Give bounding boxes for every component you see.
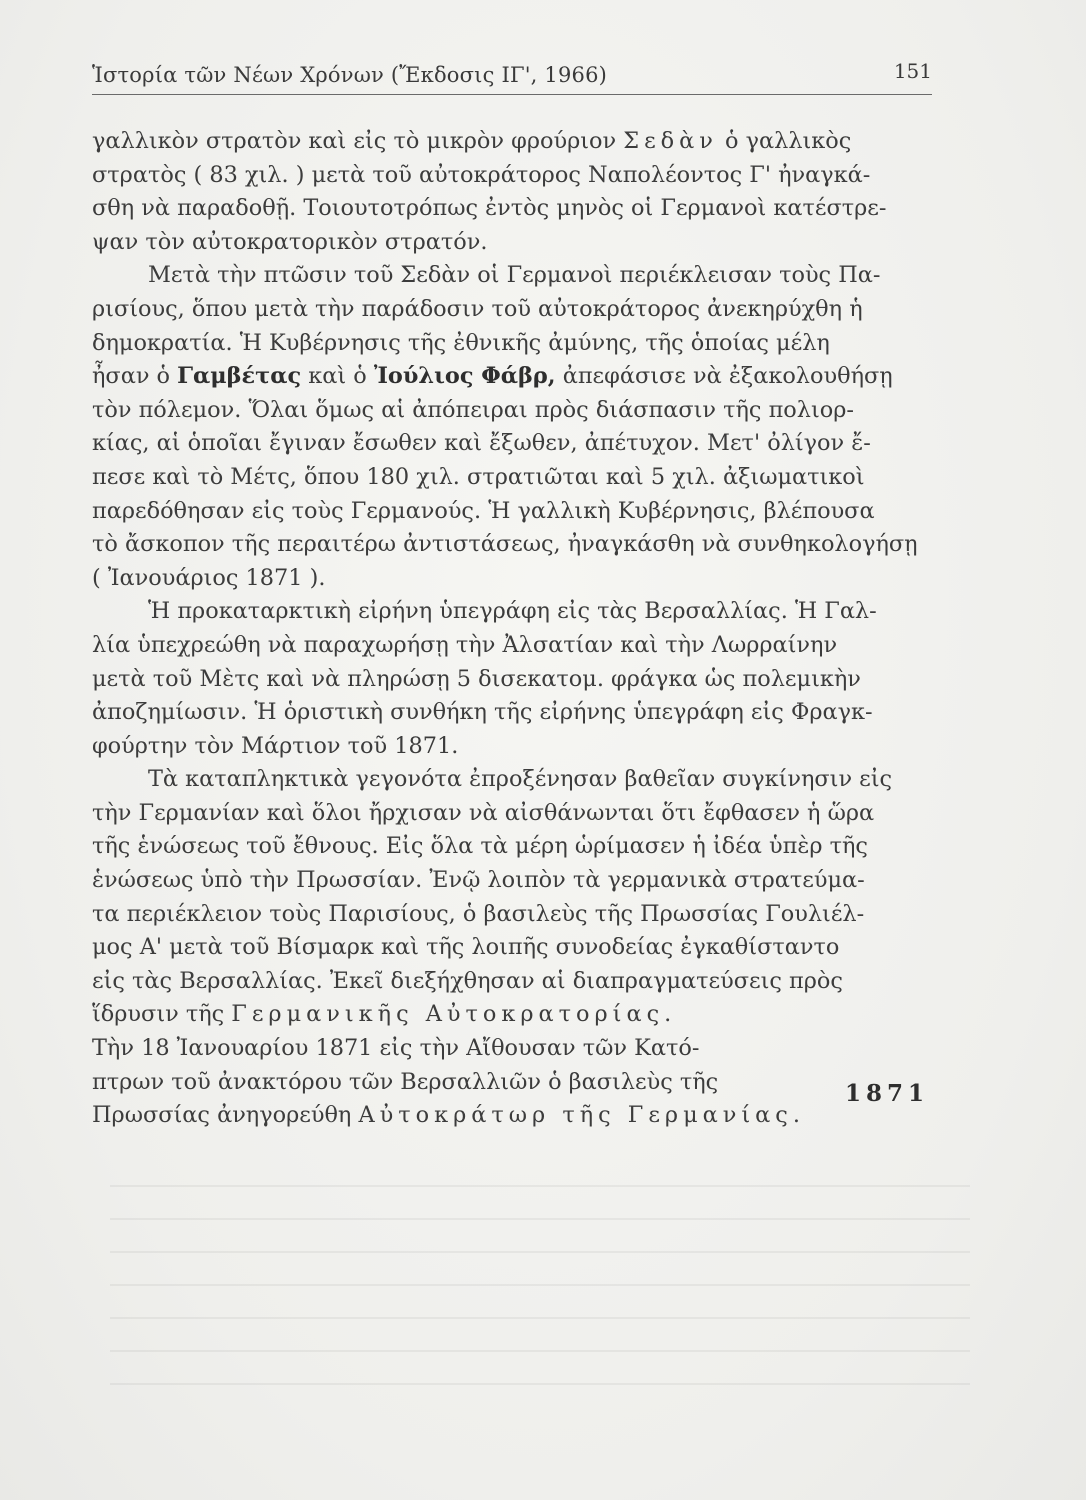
text-line: ἵδρυσιν τῆς Γερμανικῆς Αὐτοκρατορίας. xyxy=(92,1001,677,1028)
text-line: τα περιέκλειον τοὺς Παρισίους, ὁ βασιλεὺς τῆς Πρωσσίας Γουλιέλ- xyxy=(92,900,865,927)
text-line: ρισίους, ὅπου μετὰ τὴν παράδοσιν τοῦ αὐτοκράτορος ἀνεκηρύχθη ἡ xyxy=(92,295,863,322)
text-line: γαλλικὸν στρατὸν καὶ εἰς τὸ μικρὸν φρούριον Σεδὰν ὁ γαλλικὸς xyxy=(92,128,852,154)
name-favre: Ἰούλιος Φάβρ, xyxy=(373,363,556,390)
text-line: πτρων τοῦ ἀνακτόρου τῶν Βερσαλλιῶν ὁ βασιλεὺς τῆς xyxy=(92,1068,719,1095)
text-line: δημοκρατία. Ἡ Κυβέρνησις τῆς ἐθνικῆς ἀμύνης, τῆς ὁποίας μέλη xyxy=(92,329,830,356)
text-line: ψαν τὸν αὐτοκρατορικὸν στρατόν. xyxy=(92,228,488,255)
text-line: σθη νὰ παραδοθῇ. Τοιουτοτρόπως ἐντὸς μηνὸς οἱ Γερμανοὶ κατέστρε- xyxy=(92,195,887,222)
text-line: εἰς τὰς Βερσαλλίας. Ἐκεῖ διεξήχθησαν αἱ διαπραγματεύσεις πρὸς xyxy=(92,967,843,994)
bleed-through-shadow xyxy=(110,1185,970,1445)
text-line: ( Ἰανουάριος 1871 ). xyxy=(92,564,326,591)
text-line: τὸν πόλεμον. Ὅλαι ὅμως αἱ ἀπόπειραι πρὸς διάσπασιν τῆς πολιορ- xyxy=(92,396,854,423)
text-line: πεσε καὶ τὸ Μέτς, ὅπου 180 χιλ. στρατιῶται καὶ 5 χιλ. ἀξιωματικοὶ xyxy=(92,463,865,490)
text-line: ἀποζημίωσιν. Ἡ ὁριστικὴ συνθήκη τῆς εἰρήνης ὑπεγράφη εἰς Φραγκ- xyxy=(92,699,873,726)
body-text xyxy=(92,125,952,1133)
margin-year: 1871 xyxy=(845,1080,930,1107)
paragraph-start: Μετὰ τὴν πτῶσιν τοῦ Σεδὰν οἱ Γερμανοὶ περιέκλεισαν τοὺς Πα- xyxy=(148,262,881,289)
name-gambetta: Γαμβέτας xyxy=(177,363,302,390)
spaced-phrase: Αὐτοκράτωρ τῆς Γερμανίας. xyxy=(358,1102,805,1129)
text-line: τῆς ἑνώσεως τοῦ ἔθνους. Εἰς ὅλα τὰ μέρη ὡρίμασεν ἡ ἰδέα ὑπὲρ τῆς xyxy=(92,833,868,860)
book-title: Ἱστορία τῶν Νέων Χρόνων (Ἔκδοσις ΙΓ', 1966) xyxy=(92,63,608,87)
text-line: Τὴν 18 Ἰανουαρίου 1871 εἰς τὴν Αἴθουσαν τῶν Κατό- xyxy=(92,1035,700,1062)
text-line: κίας, αἱ ὁποῖαι ἔγιναν ἔσωθεν καὶ ἔξωθεν, ἀπέτυχον. Μετ' ὀλίγον ἔ- xyxy=(92,430,871,457)
text-line: φούρτην τὸν Μάρτιον τοῦ 1871. xyxy=(92,732,459,759)
text-line: μος Α' μετὰ τοῦ Βίσμαρκ καὶ τῆς λοιπῆς συνοδείας ἐγκαθίσταντο xyxy=(92,934,840,961)
spaced-phrase: Γερμανικῆς Αὐτοκρατορίας. xyxy=(231,1001,677,1028)
page-number: 151 xyxy=(893,59,932,83)
text-line: λία ὑπεχρεώθη νὰ παραχωρήσῃ τὴν Ἀλσατίαν καὶ τὴν Λωρραίνην xyxy=(92,631,838,658)
spaced-word: Σεδὰν xyxy=(623,128,718,154)
text-line: ἦσαν ὁ Γαμβέτας καὶ ὁ Ἰούλιος Φάβρ, ἀπεφάσισε νὰ ἐξακολουθήσῃ xyxy=(92,363,893,390)
text-line: παρεδόθησαν εἰς τοὺς Γερμανούς. Ἡ γαλλικὴ Κυβέρνησις, βλέπουσα xyxy=(92,497,875,524)
paragraph-start: Τὰ καταπληκτικὰ γεγονότα ἐπροξένησαν βαθεῖαν συγκίνησιν εἰς xyxy=(148,766,893,793)
text-line: τὸ ἄσκοπον τῆς περαιτέρω ἀντιστάσεως, ἠναγκάσθη νὰ συνθηκολογήσῃ xyxy=(92,531,918,558)
text-line: μετὰ τοῦ Μὲτς καὶ νὰ πληρώσῃ 5 δισεκατομ. φράγκα ὡς πολεμικὴν xyxy=(92,665,861,692)
text-line: Πρωσσίας ἀνηγορεύθη Αὐτοκράτωρ τῆς Γερμανίας. xyxy=(92,1102,805,1129)
text-line: στρατὸς ( 83 χιλ. ) μετὰ τοῦ αὐτοκράτορος Ναπολέοντος Γ' ἠναγκά- xyxy=(92,161,871,188)
running-header xyxy=(92,58,932,95)
paragraph-start: Ἡ προκαταρκτικὴ εἰρήνη ὑπεγράφη εἰς τὰς Βερσαλλίας. Ἡ Γαλ- xyxy=(148,598,877,625)
text-line: τὴν Γερμανίαν καὶ ὅλοι ἤρχισαν νὰ αἰσθάνωνται ὅτι ἔφθασεν ἡ ὥρα xyxy=(92,799,875,826)
text-line: ἑνώσεως ὑπὸ τὴν Πρωσσίαν. Ἐνῷ λοιπὸν τὰ γερμανικὰ στρατεύμα- xyxy=(92,867,865,894)
